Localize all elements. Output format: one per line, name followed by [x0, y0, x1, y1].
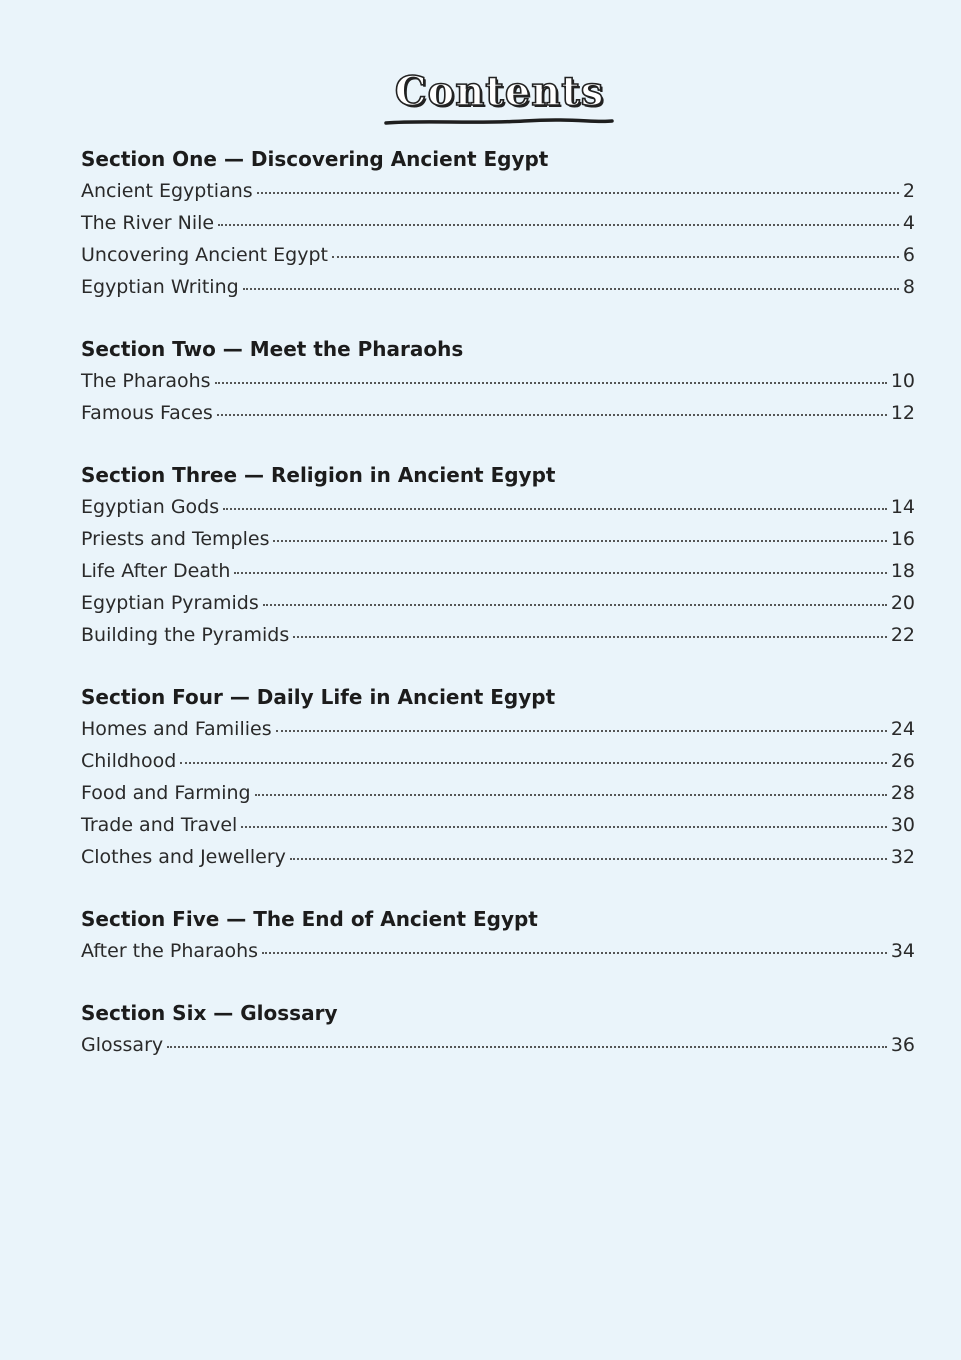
toc-entry [81, 619, 915, 651]
dot-leader [332, 255, 899, 258]
section-heading: Section Three — Religion in Ancient Egypt [81, 463, 556, 487]
entry-page-number: 20 [890, 592, 915, 614]
toc-entry [81, 397, 915, 429]
entry-page-number: 10 [890, 370, 915, 392]
entry-title: Egyptian Pyramids [81, 592, 259, 614]
entry-title: Egyptian Writing [81, 276, 239, 298]
section-heading: Section Six — Glossary [81, 1001, 338, 1025]
entry-page-number: 34 [890, 940, 915, 962]
entry-page-number: 8 [902, 276, 915, 298]
toc-entry [81, 841, 915, 873]
section-heading: Section Four — Daily Life in Ancient Egypt [81, 685, 556, 709]
entry-title: Food and Farming [81, 782, 251, 804]
toc-entry [81, 809, 915, 841]
entry-title: Priests and Temples [81, 528, 270, 550]
entry-page-number: 2 [902, 180, 915, 202]
toc-section [81, 903, 915, 967]
dot-leader [218, 223, 899, 226]
toc-entry [81, 713, 915, 745]
toc-entry [81, 587, 915, 619]
toc-section [81, 681, 915, 873]
entry-title: Ancient Egyptians [81, 180, 253, 202]
section-heading: Section Five — The End of Ancient Egypt [81, 907, 538, 931]
toc-section [81, 143, 915, 303]
toc-section [81, 997, 915, 1061]
entry-page-number: 30 [890, 814, 915, 836]
dot-leader [276, 729, 887, 732]
toc-section [81, 459, 915, 651]
entry-page-number: 36 [890, 1034, 915, 1056]
toc-entry [81, 175, 915, 207]
entry-page-number: 32 [890, 846, 915, 868]
entry-title: Trade and Travel [81, 814, 238, 836]
toc-entry [81, 207, 915, 239]
toc-entry [81, 1029, 915, 1061]
entry-title: Building the Pyramids [81, 624, 290, 646]
entry-title: The Pharaohs [81, 370, 211, 392]
toc-entry [81, 239, 915, 271]
dot-leader [293, 635, 887, 638]
dot-leader [262, 951, 887, 954]
toc-entry [81, 555, 915, 587]
entry-title: Homes and Families [81, 718, 272, 740]
dot-leader [167, 1045, 887, 1048]
entry-page-number: 24 [890, 718, 915, 740]
entry-page-number: 16 [890, 528, 915, 550]
entry-page-number: 6 [902, 244, 915, 266]
entry-page-number: 22 [890, 624, 915, 646]
entry-page-number: 26 [890, 750, 915, 772]
entry-page-number: 14 [890, 496, 915, 518]
entry-page-number: 18 [890, 560, 915, 582]
dot-leader [234, 571, 886, 574]
entry-title: Famous Faces [81, 402, 213, 424]
dot-leader [217, 413, 887, 416]
dot-leader [273, 539, 886, 542]
entry-title: Childhood [81, 750, 177, 772]
dot-leader [255, 793, 887, 796]
dot-leader [180, 761, 887, 764]
dot-leader [290, 857, 887, 860]
toc-entry [81, 745, 915, 777]
toc-entry [81, 935, 915, 967]
dot-leader [241, 825, 886, 828]
entry-page-number: 4 [902, 212, 915, 234]
dot-leader [243, 287, 899, 290]
title-underline [384, 117, 614, 127]
entry-title: Uncovering Ancient Egypt [81, 244, 328, 266]
toc-entry [81, 523, 915, 555]
entry-title: Egyptian Gods [81, 496, 220, 518]
entry-title: Glossary [81, 1034, 164, 1056]
toc-entry [81, 365, 915, 397]
dot-leader [223, 507, 887, 510]
page-title: Contents [394, 68, 605, 115]
entry-page-number: 28 [890, 782, 915, 804]
entry-title: Clothes and Jewellery [81, 846, 286, 868]
toc-entry [81, 271, 915, 303]
dot-leader [257, 191, 899, 194]
table-of-contents [81, 143, 915, 1091]
dot-leader [263, 603, 887, 606]
section-heading: Section One — Discovering Ancient Egypt [81, 147, 549, 171]
entry-title: Life After Death [81, 560, 231, 582]
toc-section [81, 333, 915, 429]
toc-entry [81, 777, 915, 809]
entry-title: After the Pharaohs [81, 940, 259, 962]
toc-entry [81, 491, 915, 523]
title-block [0, 68, 961, 127]
entry-page-number: 12 [890, 402, 915, 424]
entry-title: The River Nile [81, 212, 215, 234]
section-heading: Section Two — Meet the Pharaohs [81, 337, 464, 361]
dot-leader [215, 381, 887, 384]
